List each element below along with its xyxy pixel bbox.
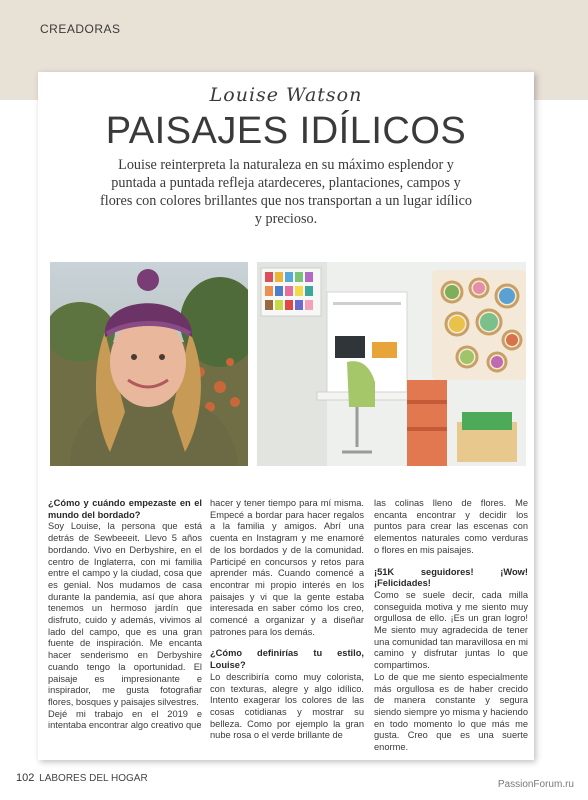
article-title: PAISAJES IDÍLICOS <box>105 110 467 152</box>
portrait-illustration <box>50 262 248 466</box>
magazine-name: LABORES DEL HOGAR <box>39 773 148 784</box>
studio-illustration <box>257 262 526 466</box>
page-footer <box>16 772 148 784</box>
text-column-3 <box>374 498 528 754</box>
watermark: PassionForum.ru <box>497 779 574 790</box>
answer-paragraph: las colinas lleno de flores. Me encanta encontrar y decidir los puntos para crear las escenas con elementos naturales como verduras o flores en mis paisajes. <box>374 498 528 555</box>
text-column-1 <box>48 498 202 732</box>
answer-paragraph: Dejé mi trabajo en el 2019 e intentaba encontrar algo creativo que <box>48 708 202 731</box>
portrait-photo <box>50 262 248 466</box>
question-3: ¡51K seguidores! ¡Wow! ¡Felicidades! <box>374 566 528 589</box>
answer-paragraph: Soy Louise, la persona que está detrás de Sewbeeeit. Llevo 5 años bordando. Vivo en Derbyshire, en el centro de Inglaterra, con mi familia entre el campo y la ciudad, cosa que es genial. Nos mudamos de casa durante la pandemia, así que ahora tenemos un hermoso jardín que disfruto, cuido y además, vivimos al lado del campo, que es una gran fuente de inspiración. Me encanta hacer senderismo en Derbyshire cuando tengo la oportunidad. El paisaje es impresionante e inspirador, me gusta fotografiar flores, bosques y paisajes silvestres. <box>48 521 202 707</box>
answer-paragraph: Lo describiría como muy colorista, con texturas, alegre y algo idílico. Intento exagerar los colores de las cosas cotidianas y mostrar su belleza. Como por ejemplo la gran nube rosa o el verde brillante de <box>210 671 364 741</box>
question-2: ¿Cómo definirías tu estilo, Louise? <box>210 648 364 671</box>
studio-photo <box>257 262 526 466</box>
answer-paragraph: hacer y tener tiempo para mí misma. Empecé a bordar para hacer regalos a la familia y amigos. Abrí una cuenta en Instagram y me enamoré de los bordados y de la comunidad. Participé en concursos y retos para aprender más. Cuando comencé a encontrar mi propio interés en los paisajes y vi que la gente estaba interesada en saber cómo los creo, comencé a organizar y a diseñar patrones para los demás. <box>210 498 364 637</box>
page-number: 102 <box>16 772 35 784</box>
text-column-2 <box>210 498 364 742</box>
answer-paragraph: Como se suele decir, cada milla conseguida motiva y me siento muy orgullosa de ello. ¡Es un gran logro! Me siento muy agradecida de tener una comunidad tan maravillosa en mi camino y disfrutar juntas lo que compartimos. <box>374 589 528 671</box>
answer-paragraph: Lo de que me siento especialmente más orgullosa es de haber crecido de manera constante y segura siendo siempre yo misma y haciendo en todo momento lo que más me gusta. Creo que es una suerte enorme. <box>374 671 528 753</box>
article-card <box>38 72 534 760</box>
question-1: ¿Cómo y cuándo empezaste en el mundo del bordado? <box>48 498 202 520</box>
article-standfirst: Louise reinterpreta la naturaleza en su máximo esplendor y puntada a puntada refleja atardeceres, plantaciones, campos y flores con colores brillantes que nos transportan a un lugar idílico y precioso. <box>100 157 472 227</box>
section-label: CREADORAS <box>40 22 121 36</box>
author-name: Louise Watson <box>209 84 363 106</box>
